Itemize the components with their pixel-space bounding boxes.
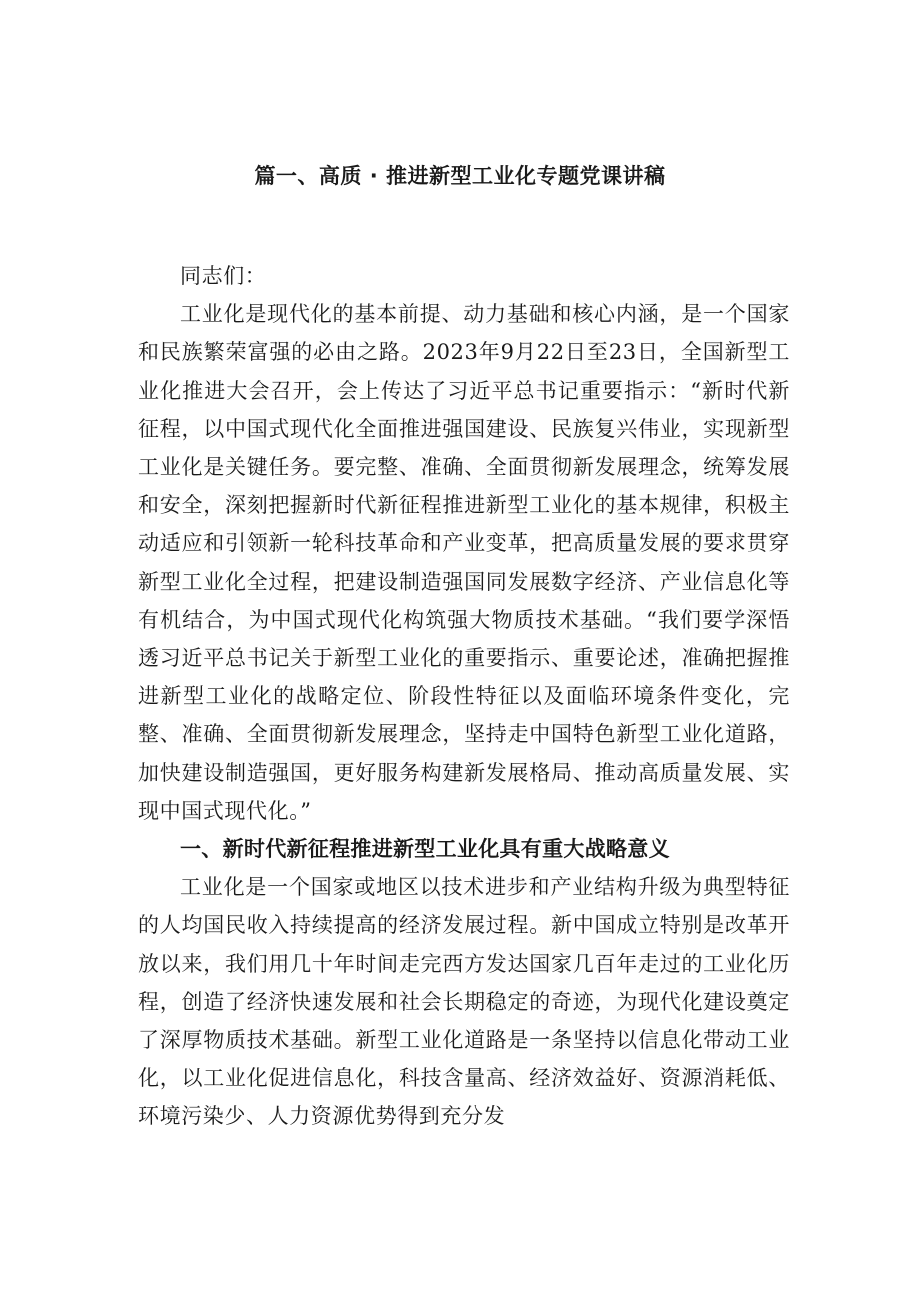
document-body	[138, 257, 790, 1136]
intro-paragraph: 工业化是现代化的基本前提、动力基础和核心内涵，是一个国家和民族繁荣富强的必由之路。2023年9月22日至23日，全国新型工业化推进大会召开，会上传达了习近平总书记重要指示：“新时代新征程，以中国式现代化全面推进强国建设、民族复兴伟业，实现新型工业化是关键任务。要完整、准确、全面贯彻新发展理念，统筹发展和安全，深刻把握新时代新征程推进新型工业化的基本规律，积极主动适应和引领新一轮科技革命和产业变革，把高质量发展的要求贯穿新型工业化全过程，把建设制造强国同发展数字经济、产业信息化等有机结合，为中国式现代化构筑强大物质技术基础。“我们要学深悟透习近平总书记关于新型工业化的重要指示、重要论述，准确把握推进新型工业化的战略定位、阶段性特征以及面临环境条件变化，完整、准确、全面贯彻新发展理念，坚持走中国特色新型工业化道路，加快建设制造强国，更好服务构建新发展格局、推动高质量发展、实现中国式现代化。”	[138, 302, 790, 823]
salutation: 同志们：	[180, 264, 267, 288]
section-paragraph: 工业化是一个国家或地区以技术进步和产业结构升级为典型特征的人均国民收入持续提高的经济发展过程。新中国成立特别是改革开放以来，我们用几十年时间走完西方发达国家几百年走过的工业化历程，创造了经济快速发展和社会长期稳定的奇迹，为现代化建设奠定了深厚物质技术基础。新型工业化道路是一条坚持以信息化带动工业化，以工业化促进信息化，科技含量高、经济效益好、资源消耗低、环境污染少、人力资源优势得到充分发	[138, 875, 790, 1129]
document-title: 篇一、高质 · 推进新型工业化专题党课讲稿	[254, 164, 666, 188]
section-heading: 一、新时代新征程推进新型工业化具有重大战略意义	[180, 837, 670, 862]
